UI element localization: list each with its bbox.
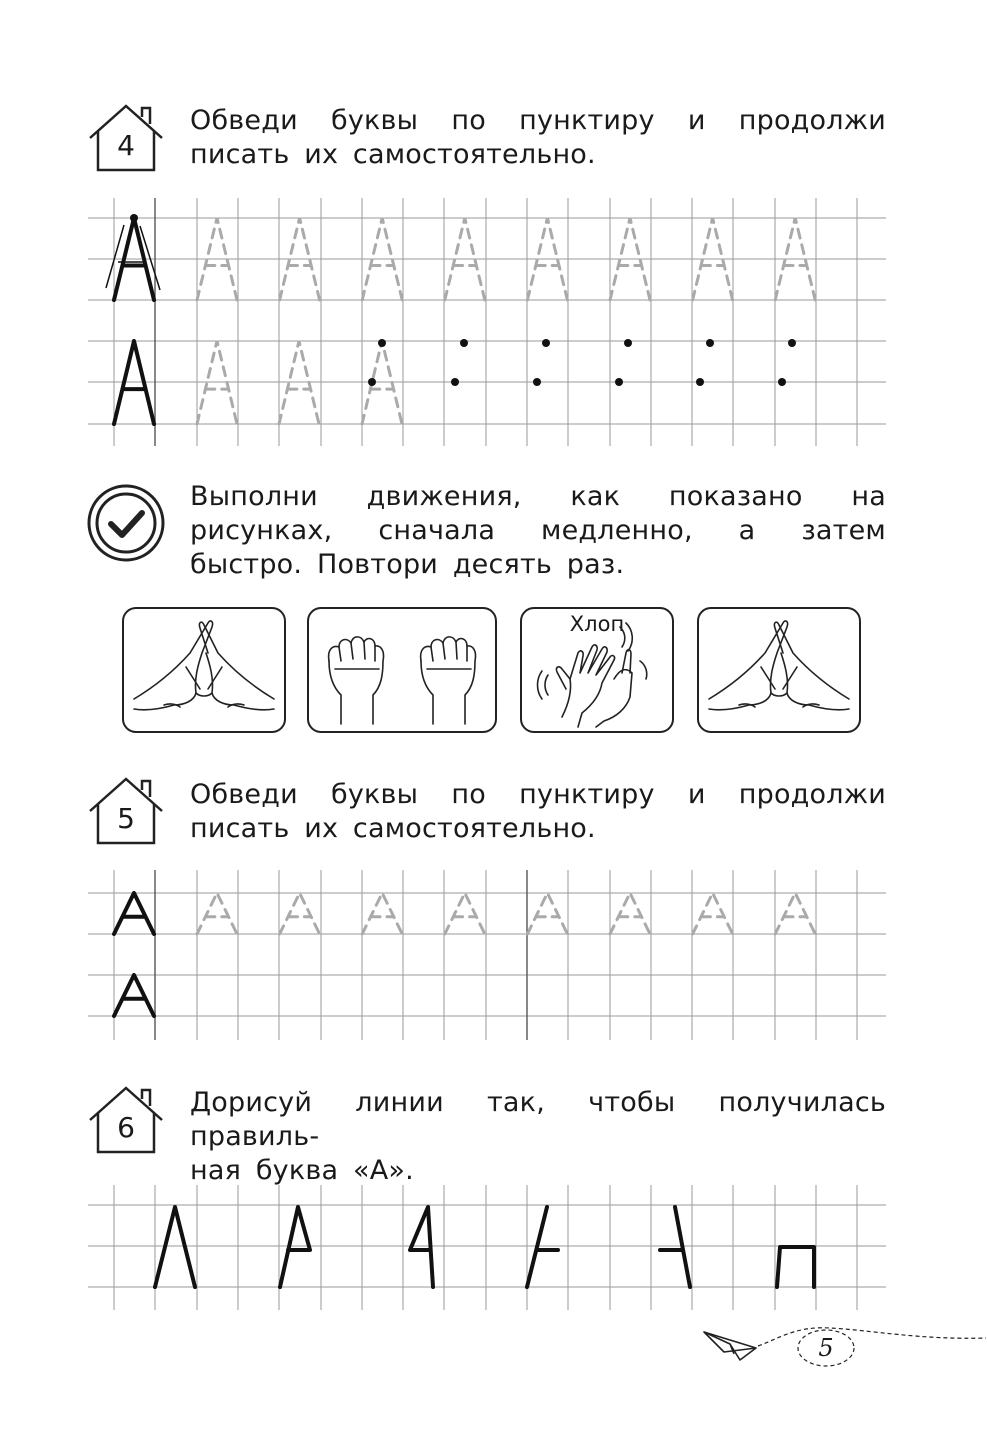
- guide-dot: [624, 339, 632, 347]
- task-4-instructions: Обведи буквы по пунктиру и продолжи писать их самостоятельно.: [190, 105, 886, 170]
- task-5-instructions: Обведи буквы по пунктиру и продолжи писать их самостоятельно.: [190, 779, 886, 844]
- guide-dot: [615, 378, 623, 386]
- partial-letter-2: [280, 1207, 310, 1287]
- exercise-panel-triangle-1: [122, 607, 286, 733]
- partial-letter-1: [155, 1207, 195, 1287]
- triangle-hands-icon: [699, 609, 859, 731]
- letter-a-dashed: [445, 893, 485, 934]
- movement-instructions: Выполни движения, как показано на рисунках, сначала медленно, а затем быстро. Повтори десять раз.: [190, 481, 886, 580]
- clap-label: Хлоп: [569, 612, 625, 636]
- task-6-instructions: Дорисуй линии так, чтобы получилась правиль- ная буква «А».: [190, 1087, 886, 1186]
- guide-dot: [778, 378, 786, 386]
- start-dot: [130, 214, 138, 222]
- triangle-hands-icon: [124, 609, 284, 731]
- exercise-panel-clap: [520, 607, 674, 733]
- exercise-panel-triangle-2: [697, 607, 861, 733]
- task-4-number: 4: [117, 129, 135, 162]
- guide-dot: [378, 339, 386, 347]
- letter-a-sample: [114, 975, 154, 1016]
- letter-a-dashed: [197, 893, 237, 934]
- letter-a-dashed: [775, 893, 815, 934]
- letter-a-dashed: [280, 893, 320, 934]
- page-number: 5: [818, 1334, 834, 1362]
- letter-a-dashed: [527, 893, 567, 934]
- letter-a-dashed: [362, 893, 402, 934]
- letter-a-dashed: [610, 893, 650, 934]
- guide-dot: [696, 378, 704, 386]
- partial-letter-6: [777, 1247, 814, 1287]
- fists-icon: [309, 609, 495, 731]
- partial-letter-3: [410, 1207, 433, 1287]
- exercise-panel-fists: [307, 607, 497, 733]
- guide-dot: [451, 378, 459, 386]
- clapping-hands-icon: [522, 609, 672, 731]
- guide-dot: [706, 339, 714, 347]
- guide-dot: [533, 378, 541, 386]
- letter-a-sample: [114, 893, 154, 934]
- partial-letter-4: [527, 1207, 558, 1287]
- guide-dot: [460, 339, 468, 347]
- guide-dot: [788, 339, 796, 347]
- task-5-number: 5: [117, 802, 135, 835]
- partial-letter-5: [660, 1207, 690, 1287]
- task-6-number: 6: [117, 1111, 135, 1144]
- guide-dot: [542, 339, 550, 347]
- letter-a-dashed: [693, 893, 733, 934]
- guide-dot: [368, 378, 376, 386]
